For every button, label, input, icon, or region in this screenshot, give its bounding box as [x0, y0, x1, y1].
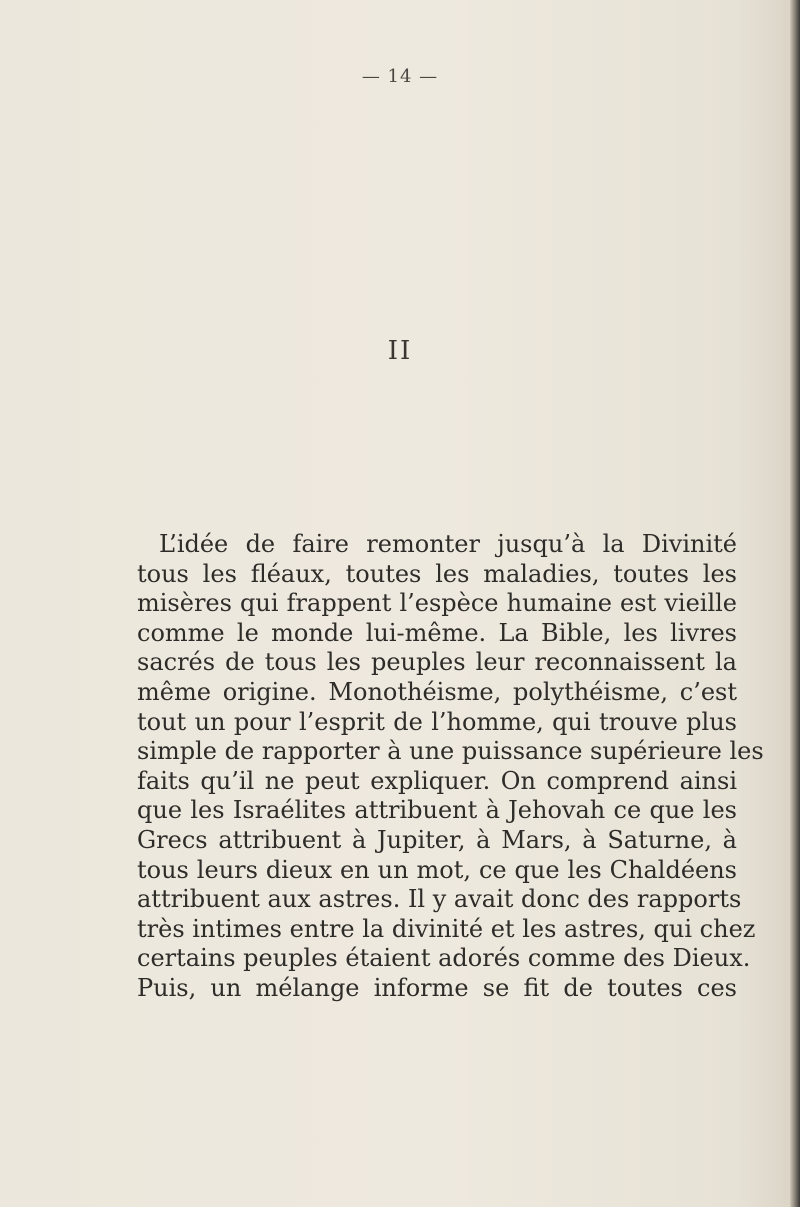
paragraph-line: faits qu’il ne peut expliquer. On comprend ainsi — [137, 766, 737, 795]
paragraph-line: sacrés de tous les peuples leur reconnaissent la — [137, 648, 737, 677]
paragraph-line: tous les fléaux, toutes les maladies, toutes les — [137, 559, 737, 588]
paragraph-line: que les Israélites attribuent à Jehovah ce que les — [137, 796, 737, 825]
paragraph-line: certains peuples étaient adorés comme des Dieux. — [137, 944, 751, 973]
paragraph-line: misères qui frappent l’espèce humaine est vieille — [137, 589, 737, 618]
paragraph-line: Grecs attribuent à Jupiter, à Mars, à Saturne, à — [137, 825, 737, 854]
page-edge-shadow — [790, 0, 800, 1207]
paragraph-line: L’idée de faire remonter jusqu’à la Divinité — [159, 530, 737, 558]
paragraph-line: Puis, un mélange informe se fit de toutes ces — [137, 973, 737, 1002]
paragraph-line: même origine. Monothéisme, polythéisme, c’est — [137, 677, 737, 706]
body-paragraph — [137, 530, 764, 1004]
paragraph-line: tout un pour l’esprit de l’homme, qui trouve plus — [137, 707, 737, 736]
page-number: — 14 — — [361, 66, 439, 87]
paragraph-line: simple de rapporter à une puissance supérieure les — [137, 737, 764, 766]
paragraph-line: comme le monde lui-même. La Bible, les livres — [137, 618, 737, 647]
paragraph-line: attribuent aux astres. Il y avait donc des rapports — [137, 885, 742, 914]
paragraph-line: très intimes entre la divinité et les astres, qui chez — [137, 914, 756, 943]
chapter-heading: II — [387, 336, 413, 366]
paragraph-line: tous leurs dieux en un mot, ce que les Chaldéens — [137, 855, 737, 884]
